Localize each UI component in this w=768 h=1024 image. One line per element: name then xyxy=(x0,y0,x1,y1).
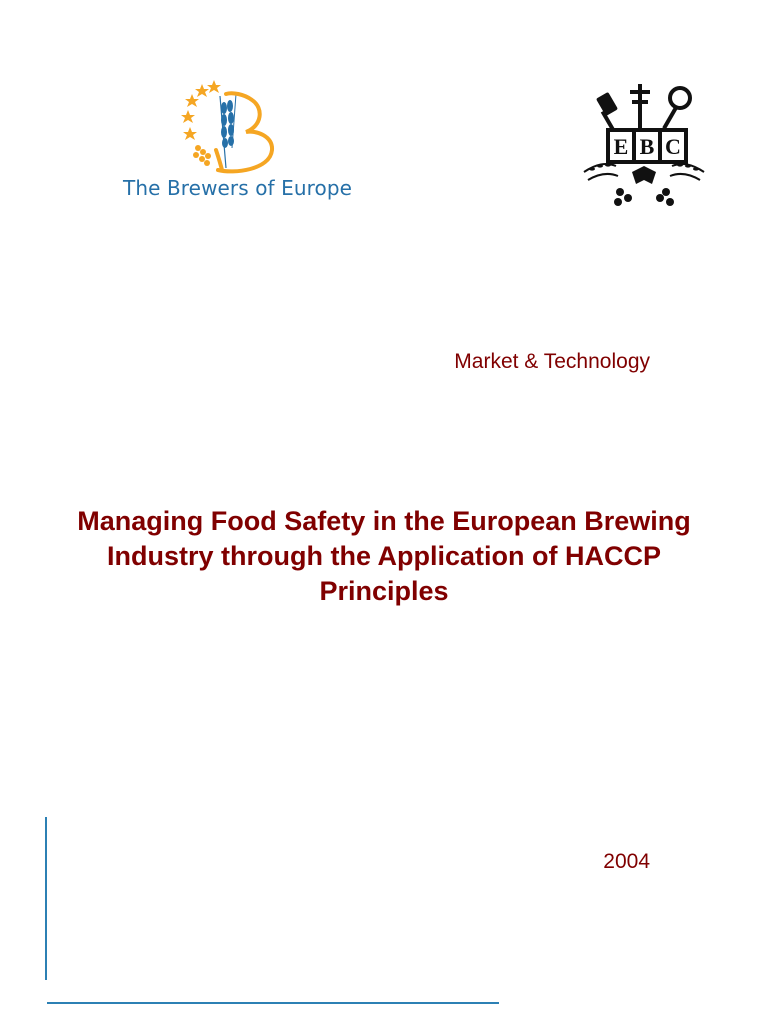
svg-text:C: C xyxy=(665,134,681,159)
document-subtitle: Market & Technology xyxy=(454,350,650,373)
ebc-logo xyxy=(580,80,708,214)
ebc-emblem-icon xyxy=(580,80,708,214)
svg-text:B: B xyxy=(639,134,655,159)
brewers-emblem-icon xyxy=(180,78,300,176)
brewers-of-europe-name: The Brewers of Europe xyxy=(123,176,353,200)
publication-year: 2004 xyxy=(603,850,650,873)
vertical-rule xyxy=(45,817,47,980)
svg-text:E: E xyxy=(613,134,629,159)
horizontal-rule xyxy=(47,1002,499,1004)
brewers-of-europe-logo xyxy=(118,78,358,208)
document-title: Managing Food Safety in the European Brewing Industry through the Application of HACCP Principles xyxy=(77,506,691,606)
